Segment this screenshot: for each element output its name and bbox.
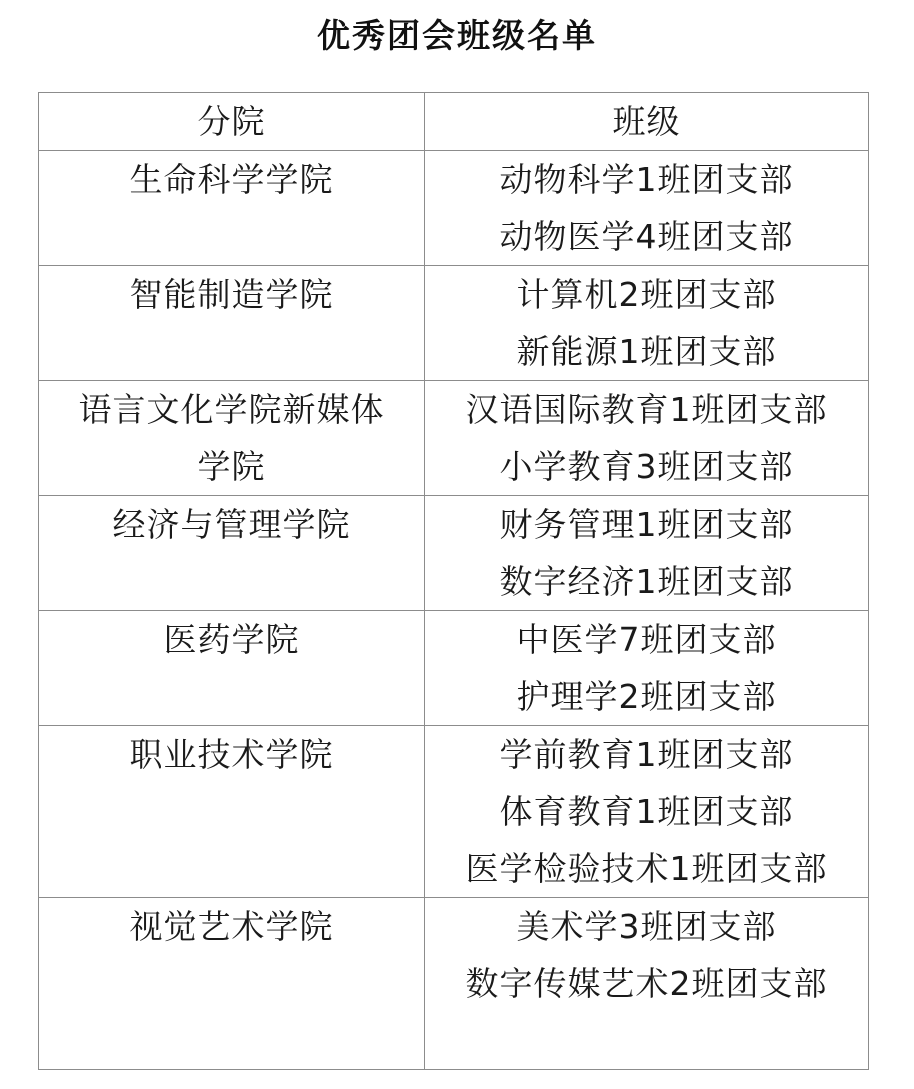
college-name: 医药学院 (163, 620, 300, 659)
table-row (39, 496, 869, 611)
table-row (39, 611, 869, 726)
college-name: 职业技术学院 (129, 735, 334, 774)
column-header-college: 分院 (39, 93, 425, 151)
college-cell (39, 151, 425, 266)
class-roster-table (38, 92, 869, 1070)
class-name: 计算机2班团支部 (516, 275, 777, 314)
college-cell (39, 611, 425, 726)
table-row (39, 898, 869, 1070)
college-cell (39, 726, 425, 898)
college-cell (39, 496, 425, 611)
class-name: 数字经济1班团支部 (499, 562, 794, 601)
class-name: 体育教育1班团支部 (499, 792, 794, 831)
classes-cell (425, 381, 869, 496)
college-cell (39, 266, 425, 381)
table-row (39, 381, 869, 496)
college-name: 生命科学学院 (129, 160, 334, 199)
class-name: 中医学7班团支部 (516, 620, 777, 659)
college-name: 学院 (197, 447, 266, 486)
classes-cell (425, 496, 869, 611)
class-name: 医学检验技术1班团支部 (465, 849, 828, 888)
class-name: 财务管理1班团支部 (499, 505, 794, 544)
classes-cell (425, 611, 869, 726)
page-title: 优秀团会班级名单 (317, 16, 597, 55)
class-name: 动物科学1班团支部 (499, 160, 794, 199)
college-name: 经济与管理学院 (112, 505, 351, 544)
classes-cell (425, 726, 869, 898)
class-name: 美术学3班团支部 (516, 907, 777, 946)
column-header-class: 班级 (425, 93, 869, 151)
classes-cell (425, 266, 869, 381)
class-name: 新能源1班团支部 (516, 332, 777, 371)
classes-cell (425, 898, 869, 1070)
college-name: 语言文化学院新媒体 (78, 390, 385, 429)
empty-line (429, 1012, 864, 1069)
table-row (39, 151, 869, 266)
class-name: 汉语国际教育1班团支部 (465, 390, 828, 429)
college-cell (39, 898, 425, 1070)
college-name: 智能制造学院 (129, 275, 334, 314)
table-header-row (39, 93, 869, 151)
college-cell (39, 381, 425, 496)
class-name: 小学教育3班团支部 (499, 447, 794, 486)
class-name: 学前教育1班团支部 (499, 735, 794, 774)
college-name: 视觉艺术学院 (129, 907, 334, 946)
classes-cell (425, 151, 869, 266)
table-row (39, 266, 869, 381)
class-name: 动物医学4班团支部 (499, 217, 794, 256)
class-name: 数字传媒艺术2班团支部 (465, 964, 828, 1003)
table-row (39, 726, 869, 898)
class-name: 护理学2班团支部 (516, 677, 777, 716)
